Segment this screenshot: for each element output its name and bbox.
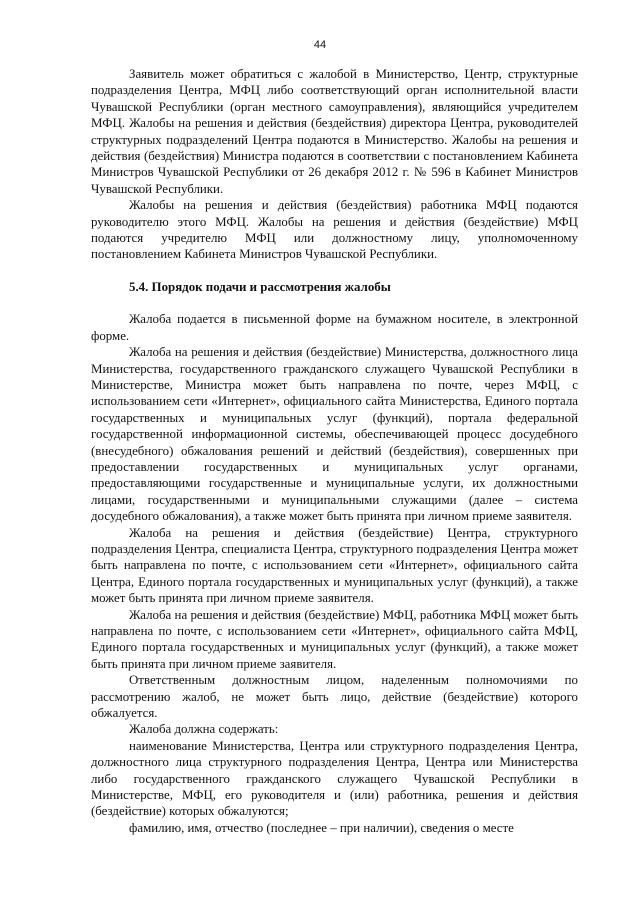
document-body bbox=[91, 66, 578, 836]
page-number: 44 bbox=[313, 39, 327, 51]
paragraph: Заявитель может обратиться с жалобой в Министерство, Центр, структурные подразделения Центра, МФЦ либо соответствующий орган исполнительной власти Чувашской Республики (орган местного самоуправления), являющийся учредителем МФЦ. Жалобы на решения и действия (бездействия) директора Центра, руководителей структурных подразделений Центра подаются в Министерство. Жалобы на решения и действия (бездействия) Министра подаются в соответствии с постановлением Кабинета Министров Чувашской Республики от 26 декабря 2012 г. № 596 в Кабинет Министров Чувашской Республики. bbox=[91, 67, 578, 196]
paragraph: Жалоба должна содержать: bbox=[129, 722, 279, 737]
paragraph: Ответственным должностным лицом, наделенным полномочиями по рассмотрению жалоб, не может быть лицо, действие (бездействие) которого обжалуется. bbox=[91, 673, 578, 721]
paragraph: Жалоба подается в письменной форме на бумажном носителе, в электронной форме. bbox=[91, 312, 578, 343]
paragraph: фамилию, имя, отчество (последнее – при наличии), сведения о месте bbox=[129, 820, 514, 835]
paragraph: Жалоба на решения и действия (бездействие) Министерства, должностного лица Министерства, государственного гражданского служащего Чувашской Республики в Министерстве, Министра может быть направлена по почте, через МФЦ, с использованием сети «Интернет», официального сайта Министерства, Единого портала государственных и муниципальных услуг (функций), портала федеральной государственной информационной системы, обеспечивающей процесс досудебного (внесудебного) обжалования решений и действий (бездействия), совершенных при предоставлении государственных и муниципальных услуг органами, предоставляющими государственные и муниципальные услуги, их должностными лицами, государственными и муниципальными служащими (далее – система досудебного обжалования), а также может быть принята при личном приеме заявителя. bbox=[91, 345, 578, 524]
paragraph: Жалоба на решения и действия (бездействие) МФЦ, работника МФЦ может быть направлена по почте, с использованием сети «Интернет», официального сайта МФЦ, Единого портала государственных и муниципальных услуг (функций), а также может быть принята при личном приеме заявителя. bbox=[91, 607, 578, 671]
section-heading: 5.4. Порядок подачи и рассмотрения жалобы bbox=[129, 279, 391, 294]
paragraph: Жалобы на решения и действия (бездействия) работника МФЦ подаются руководителю этого МФЦ. Жалобы на решения и действия (бездействие) МФЦ подаются учредителю МФЦ или должностному лицу, уполномоченному постановлением Кабинета Министров Чувашской Республики. bbox=[91, 198, 578, 262]
paragraph: Жалоба на решения и действия (бездействие) Центра, структурного подразделения Центра, специалиста Центра, структурного подразделения Центра может быть направлена по почте, с использованием сети «Интернет», официального сайта Центра, Единого портала государственных и муниципальных услуг (функций), а также может быть принята при личном приеме заявителя. bbox=[91, 525, 578, 606]
paragraph: наименование Министерства, Центра или структурного подразделения Центра, должностного лица структурного подразделения Центра, Центра или Министерства либо государственного гражданского служащего Чувашской Республики в Министерстве, МФЦ, его руководителя и (или) работника, решения и действия (бездействие) которых обжалуются; bbox=[91, 738, 578, 819]
